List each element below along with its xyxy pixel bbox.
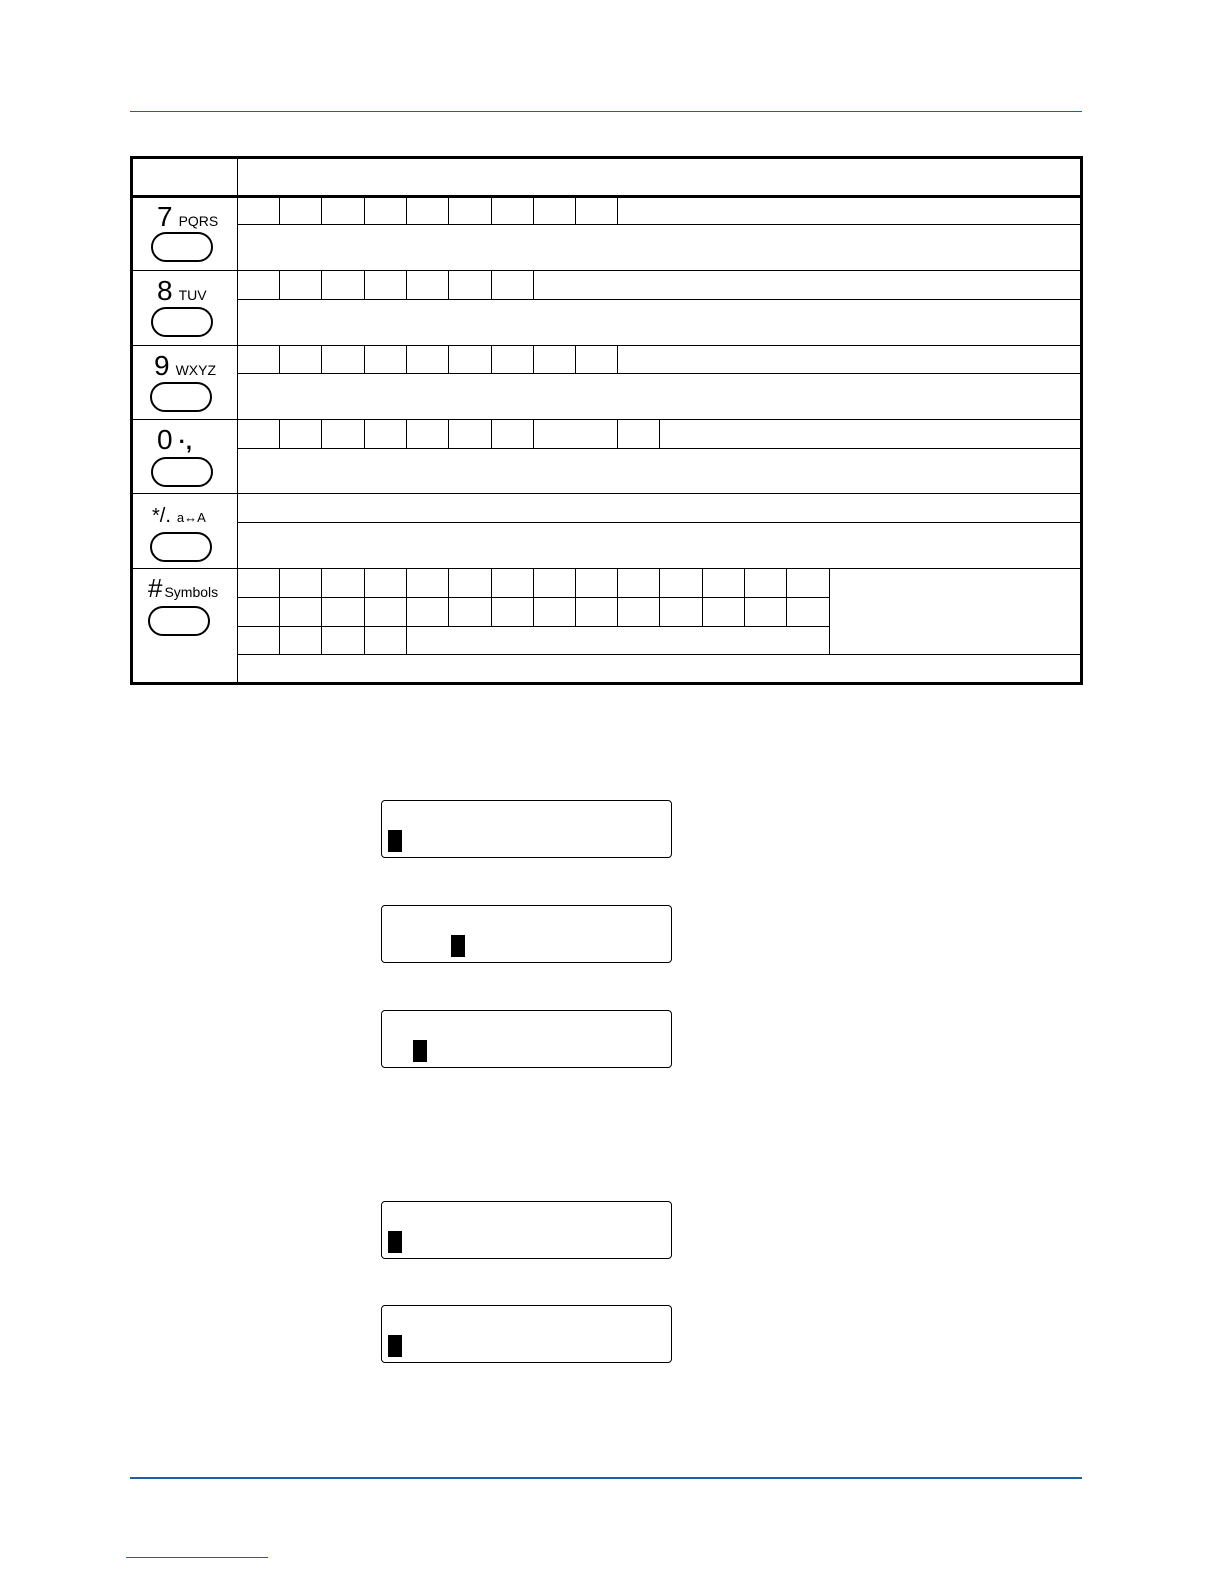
key-star-button[interactable] xyxy=(150,532,212,562)
symbol-cell-border xyxy=(786,569,787,626)
char-cell-border xyxy=(617,420,618,448)
key-7-button[interactable] xyxy=(151,232,213,262)
symbol-cell-border xyxy=(575,569,576,626)
text-cursor xyxy=(413,1040,427,1062)
symbol-cell-border xyxy=(448,569,449,626)
text-cursor xyxy=(451,935,465,957)
footer-link-underline[interactable] xyxy=(126,1557,268,1558)
key-letters: Symbols xyxy=(164,584,219,600)
key-digit: */. xyxy=(152,505,171,527)
char-cell-border xyxy=(279,346,280,373)
key-8-label xyxy=(157,277,207,305)
char-cell-border xyxy=(406,420,407,448)
char-cell-border xyxy=(406,346,407,373)
row-divider xyxy=(133,345,1080,346)
key-digit: 7 xyxy=(157,201,173,232)
char-cell-border xyxy=(491,271,492,299)
character-row-divider xyxy=(237,224,1080,225)
text-cursor xyxy=(388,1231,402,1253)
footer-rule xyxy=(130,1477,1082,1479)
char-cell-border xyxy=(364,346,365,373)
table-header-divider xyxy=(133,195,1080,198)
symbol-cell-border xyxy=(321,569,322,654)
char-cell-border xyxy=(533,198,534,224)
symbol-cell-border xyxy=(533,569,534,626)
char-cell-border xyxy=(321,271,322,299)
symbol-cell-border xyxy=(617,569,618,626)
display-panel-4 xyxy=(381,1201,672,1259)
key-digit: # xyxy=(148,573,163,603)
symbol-cell-border xyxy=(659,569,660,626)
header-rule xyxy=(130,111,1082,112)
key-letters: WXYZ xyxy=(175,362,217,378)
key-0-button[interactable] xyxy=(151,457,213,487)
symbol-cell-border xyxy=(364,569,365,654)
key-9-label xyxy=(154,352,216,380)
char-cell-border xyxy=(491,346,492,373)
char-cell-border xyxy=(321,420,322,448)
char-cell-border xyxy=(364,271,365,299)
character-row-divider xyxy=(237,522,1080,523)
char-cell-border xyxy=(364,420,365,448)
char-cell-border xyxy=(533,346,534,373)
key-letters: PQRS xyxy=(178,213,219,229)
char-cell-border xyxy=(617,346,618,373)
key-star-label xyxy=(152,502,206,530)
key-9-button[interactable] xyxy=(150,382,212,412)
symbol-cell-border xyxy=(829,569,830,654)
symbol-cell-border xyxy=(744,569,745,626)
char-cell-border xyxy=(575,346,576,373)
key-letters: TUV xyxy=(178,287,207,303)
char-cell-border xyxy=(406,271,407,299)
key-letters: a↔A xyxy=(176,510,206,525)
char-cell-border xyxy=(491,420,492,448)
char-cell-border xyxy=(491,198,492,224)
key-7-label xyxy=(157,203,218,231)
char-cell-border xyxy=(533,271,534,299)
key-digit: 9 xyxy=(154,350,170,381)
symbol-cell-border xyxy=(279,569,280,654)
char-cell-border xyxy=(659,420,660,448)
character-row-divider xyxy=(237,448,1080,449)
char-cell-border xyxy=(448,271,449,299)
display-panel-5 xyxy=(381,1305,672,1363)
key-8-button[interactable] xyxy=(151,307,213,337)
key-digit: 0 xyxy=(157,424,173,455)
character-row-divider xyxy=(237,654,1080,655)
char-cell-border xyxy=(321,198,322,224)
symbol-cell-border xyxy=(491,569,492,626)
display-panel-2 xyxy=(381,905,672,963)
key-digit: 8 xyxy=(157,275,173,306)
char-cell-border xyxy=(321,346,322,373)
symbol-cell-border xyxy=(702,569,703,626)
symbol-row-divider xyxy=(237,626,830,627)
row-divider xyxy=(133,270,1080,271)
text-cursor xyxy=(388,1335,402,1357)
char-cell-border xyxy=(406,198,407,224)
key-0-label xyxy=(157,426,192,455)
row-divider xyxy=(133,568,1080,569)
text-cursor xyxy=(388,830,402,852)
key-column-divider xyxy=(237,159,238,682)
char-cell-border xyxy=(533,420,534,448)
char-cell-border xyxy=(448,420,449,448)
char-cell-border xyxy=(279,271,280,299)
row-divider xyxy=(133,419,1080,420)
table-header-key-cell xyxy=(133,159,238,195)
char-cell-border xyxy=(575,198,576,224)
key-hash-button[interactable] xyxy=(148,606,210,636)
char-cell-border xyxy=(364,198,365,224)
display-panel-1 xyxy=(381,800,672,858)
character-row-divider xyxy=(237,373,1080,374)
char-cell-border xyxy=(617,198,618,224)
row-divider xyxy=(133,493,1080,494)
char-cell-border xyxy=(279,420,280,448)
key-hash-label xyxy=(148,574,218,602)
char-cell-border xyxy=(448,346,449,373)
key-letters: ·, xyxy=(178,429,193,454)
symbol-cell-border xyxy=(406,569,407,654)
display-panel-3 xyxy=(381,1010,672,1068)
character-row-divider xyxy=(237,299,1080,300)
char-cell-border xyxy=(279,198,280,224)
char-cell-border xyxy=(448,198,449,224)
character-key-table xyxy=(130,156,1083,685)
